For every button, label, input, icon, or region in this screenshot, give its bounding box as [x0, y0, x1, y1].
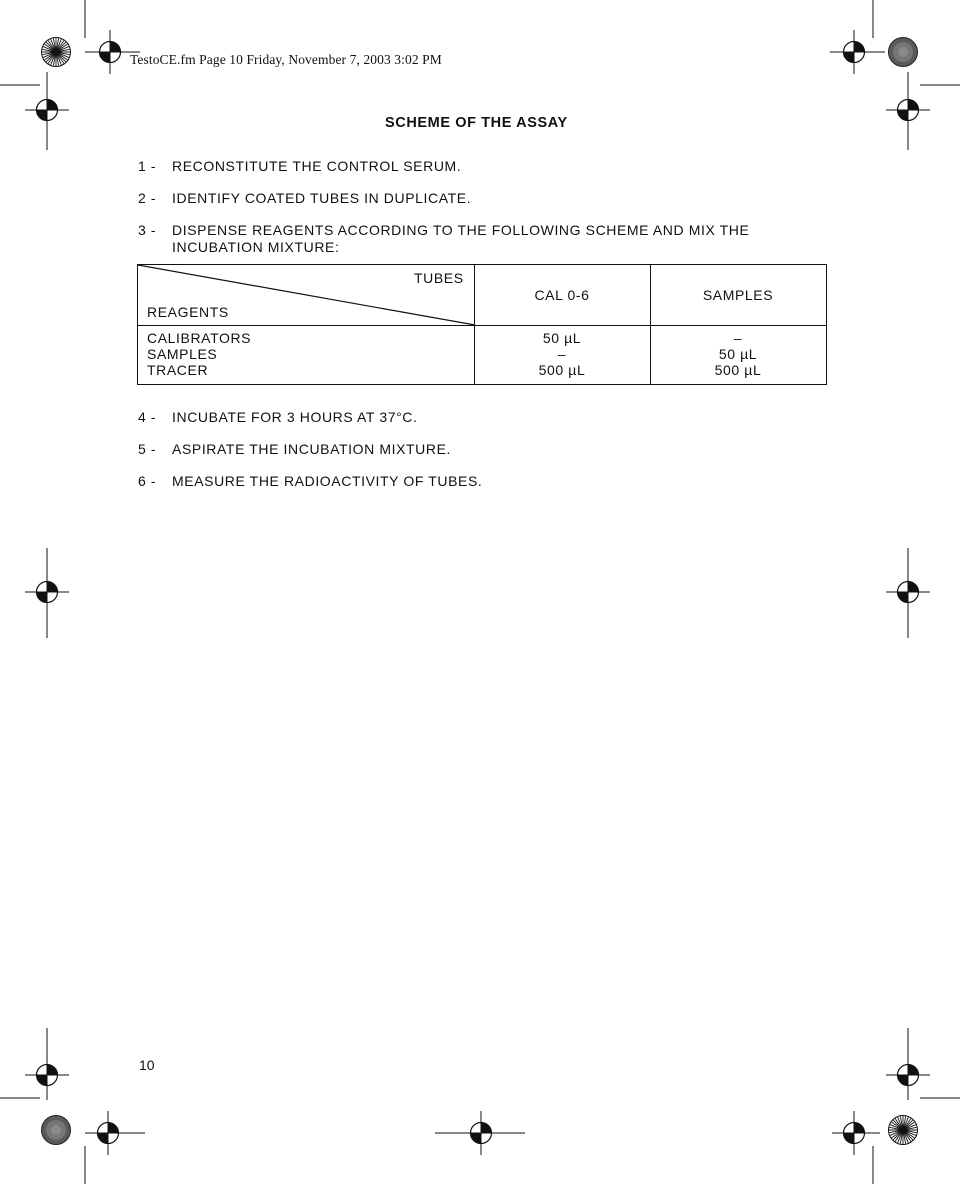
row-label: CALIBRATORS: [147, 330, 252, 346]
corner-label-reagents: REAGENTS: [147, 304, 229, 320]
row-label: SAMPLES: [147, 346, 218, 362]
step-text: DISPENSE REAGENTS ACCORDING TO THE FOLLOWING SCHEME AND MIX THE: [172, 222, 750, 238]
row-label: TRACER: [147, 362, 209, 378]
step-number: 1 -: [138, 158, 157, 174]
step-5: [138, 441, 451, 457]
step-text: ASPIRATE THE INCUBATION MIXTURE.: [172, 441, 452, 457]
step-text: INCUBATE FOR 3 HOURS AT 37°C.: [172, 409, 418, 425]
table-cell: 500 µL: [538, 362, 586, 378]
step-number: 4 -: [138, 409, 157, 425]
file-slug-header: TestoCE.fm Page 10 Friday, November 7, 2003 3:02 PM: [130, 52, 442, 67]
step-number: 2 -: [138, 190, 157, 206]
table-cell: –: [557, 346, 567, 362]
table-cell: –: [733, 330, 743, 346]
step-number: 6 -: [138, 473, 157, 489]
step-3: [138, 222, 749, 256]
step-text: RECONSTITUTE THE CONTROL SERUM.: [172, 158, 462, 174]
column-header-samples: SAMPLES: [702, 287, 774, 303]
step-text: IDENTIFY COATED TUBES IN DUPLICATE.: [172, 190, 472, 206]
assay-scheme-table: [137, 264, 827, 385]
page-title: SCHEME OF THE ASSAY: [385, 115, 568, 131]
header-divider: [138, 325, 826, 326]
step-4: [138, 409, 418, 425]
step-1: [138, 158, 461, 174]
step-text-continuation: INCUBATION MIXTURE:: [172, 239, 340, 255]
page-number: 10: [139, 1057, 155, 1073]
corner-label-tubes: TUBES: [414, 270, 464, 286]
step-text: MEASURE THE RADIOACTIVITY OF TUBES.: [172, 473, 483, 489]
table-cell: 50 µL: [718, 346, 758, 362]
table-cell: 500 µL: [714, 362, 762, 378]
step-2: [138, 190, 471, 206]
step-6: [138, 473, 482, 489]
table-cell: 50 µL: [542, 330, 582, 346]
step-number: 5 -: [138, 441, 157, 457]
column-header-cal: CAL 0-6: [534, 287, 590, 303]
step-number: 3 -: [138, 222, 157, 238]
